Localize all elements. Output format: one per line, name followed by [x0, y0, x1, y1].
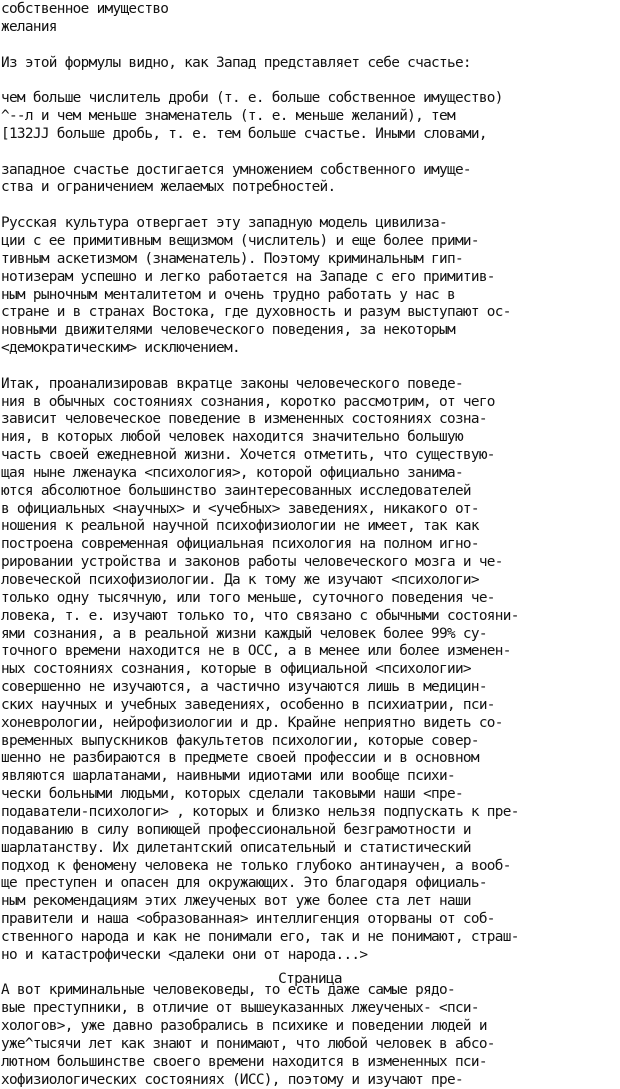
text-line: шенно не разбираются в предмете своей профессии и в основном	[1, 750, 479, 767]
blank-line	[1, 197, 519, 215]
text-line: построена современная официальная психология на полном игно-	[1, 536, 479, 553]
blank-line	[1, 37, 519, 55]
text-line: нотизерам успешно и легко работается на Западе с его примитив-	[1, 268, 495, 285]
text-line: ются абсолютное большинство заинтересованных исследователей	[1, 482, 471, 499]
text-line: чески больными людьми, которых сделали таковыми наши <пре-	[1, 786, 463, 803]
text-line: тивным аскетизмом (знаменатель). Поэтому криминальным гип-	[1, 250, 463, 267]
text-line: совершенно не изучаются, а частично изучаются лишь в медицин-	[1, 679, 487, 696]
text-line: ным рыночным менталитетом и очень трудно работать у нас в	[1, 286, 455, 303]
text-line: щая ныне лженаука <психология>, которой официально занима-	[1, 464, 463, 481]
blank-line	[1, 144, 519, 162]
text-line: стране и в странах Востока, где духовность и разум выступают ос-	[1, 304, 511, 321]
text-line: собственное имущество	[1, 1, 169, 17]
text-line: подаватели-психологи> , которых и близко нельзя подпускать к пре-	[1, 803, 519, 820]
text-line: желания	[1, 18, 57, 35]
text-line: ния, в которых любой человек находится значительно большую	[1, 429, 463, 446]
text-line: рировании устройства и законов работы человеческого мозга и че-	[1, 554, 503, 571]
text-line: хологов>, уже давно разобрались в психике и поведении людей и	[1, 1018, 487, 1035]
text-line: чем больше числитель дроби (т. е. больше собственное имущество)	[1, 90, 503, 107]
text-line: вые преступники, в отличие от вышеуказанных лжеученых- <пси-	[1, 1000, 479, 1017]
text-line: ных состояниях сознания, которые в официальной <психологии>	[1, 661, 471, 678]
text-line: правители и наша <образованная> интеллигенция оторваны от соб-	[1, 911, 495, 928]
blank-line	[1, 72, 519, 90]
text-line: западное счастье достигается умножением собственного имуще-	[1, 161, 471, 178]
text-line: Итак, проанализировав вкратце законы человеческого поведе-	[1, 375, 463, 392]
text-line: подаванию в силу вопиющей профессиональной безграмотности и	[1, 821, 471, 838]
text-line: ным рекомендациям этих лжеученых вот уже более ста лет наши	[1, 893, 471, 910]
text-line: подход к феномену человека не только глубоко антинаучен, а вооб-	[1, 857, 511, 874]
text-line: ще преступен и опасен для окружающих. Это благодаря официаль-	[1, 875, 487, 892]
text-line: ями сознания, а в реальной жизни каждый человек более 99% су-	[1, 625, 487, 642]
text-line: часть своей ежедневной жизни. Хочется отметить, что существую-	[1, 447, 495, 464]
text-line: ственного народа и как не понимали его, так и не понимают, страш-	[1, 928, 519, 945]
text-line: хофизиологических состояниях (ИСС), поэтому и изучают пре-	[1, 1071, 463, 1088]
text-body	[1, 1, 519, 1089]
text-line: ских научных и учебных заведениях, особенно в психиатрии, пси-	[1, 696, 495, 713]
text-line: ства и ограничением желаемых потребностей.	[1, 179, 336, 196]
text-line: Из этой формулы видно, как Запад представляет себе счастье:	[1, 54, 471, 71]
text-line: хоневрологии, нейрофизиологии и др. Крайне неприятно видеть со-	[1, 714, 503, 731]
text-line: лютном большинстве своего времени находится в измененных пси-	[1, 1053, 487, 1070]
text-line: [132JJ больше дробь, т. е. тем больше счастье. Иными словами,	[1, 125, 487, 142]
text-line: А вот криминальные человековеды, то есть даже самые рядо-	[1, 982, 455, 999]
text-line: ции с ее примитивным вещизмом (числитель) и еще более прими-	[1, 232, 479, 249]
text-line: ношения к реальной научной психофизиологии не имеет, так как	[1, 518, 479, 535]
text-line: ловека, т. е. изучают только то, что связано с обычными состояни-	[1, 607, 519, 624]
text-line: Русская культура отвергает эту западную модель цивилиза-	[1, 215, 447, 232]
text-line: но и катастрофически <далеки они от народа...>	[1, 946, 368, 963]
text-line: в официальных <научных> и <учебных> заведениях, никакого от-	[1, 500, 479, 517]
text-line: только одну тысячную, или того меньше, суточного поведения че-	[1, 589, 495, 606]
text-line: <демократическим> исключением.	[1, 340, 240, 357]
text-line: ния в обычных состояниях сознания, коротко рассмотрим, от чего	[1, 393, 495, 410]
text-line: ловеческой психофизиологии. Да к тому же изучают <психологи>	[1, 572, 479, 588]
text-line: временных выпускников факультетов психологии, которые совер-	[1, 732, 479, 749]
blank-line	[1, 358, 519, 376]
text-line: новными движителями человеческого поведения, за некоторым	[1, 322, 455, 339]
text-line: зависит человеческое поведение в измененных состояниях созна-	[1, 411, 487, 428]
page-footer: Страница	[278, 971, 342, 987]
text-line: точного времени находится не в ОСС, а в менее или более изменен-	[1, 643, 511, 660]
text-line: уже^тысячи лет как знают и понимают, что любой человек в абсо-	[1, 1035, 495, 1052]
text-line: являются шарлатанами, наивными идиотами или вообще психи-	[1, 768, 455, 785]
text-line: шарлатанству. Их дилетантский описательный и статистический	[1, 839, 471, 856]
text-line: ^--л и чем меньше знаменатель (т. е. меньше желаний), тем	[1, 108, 455, 125]
